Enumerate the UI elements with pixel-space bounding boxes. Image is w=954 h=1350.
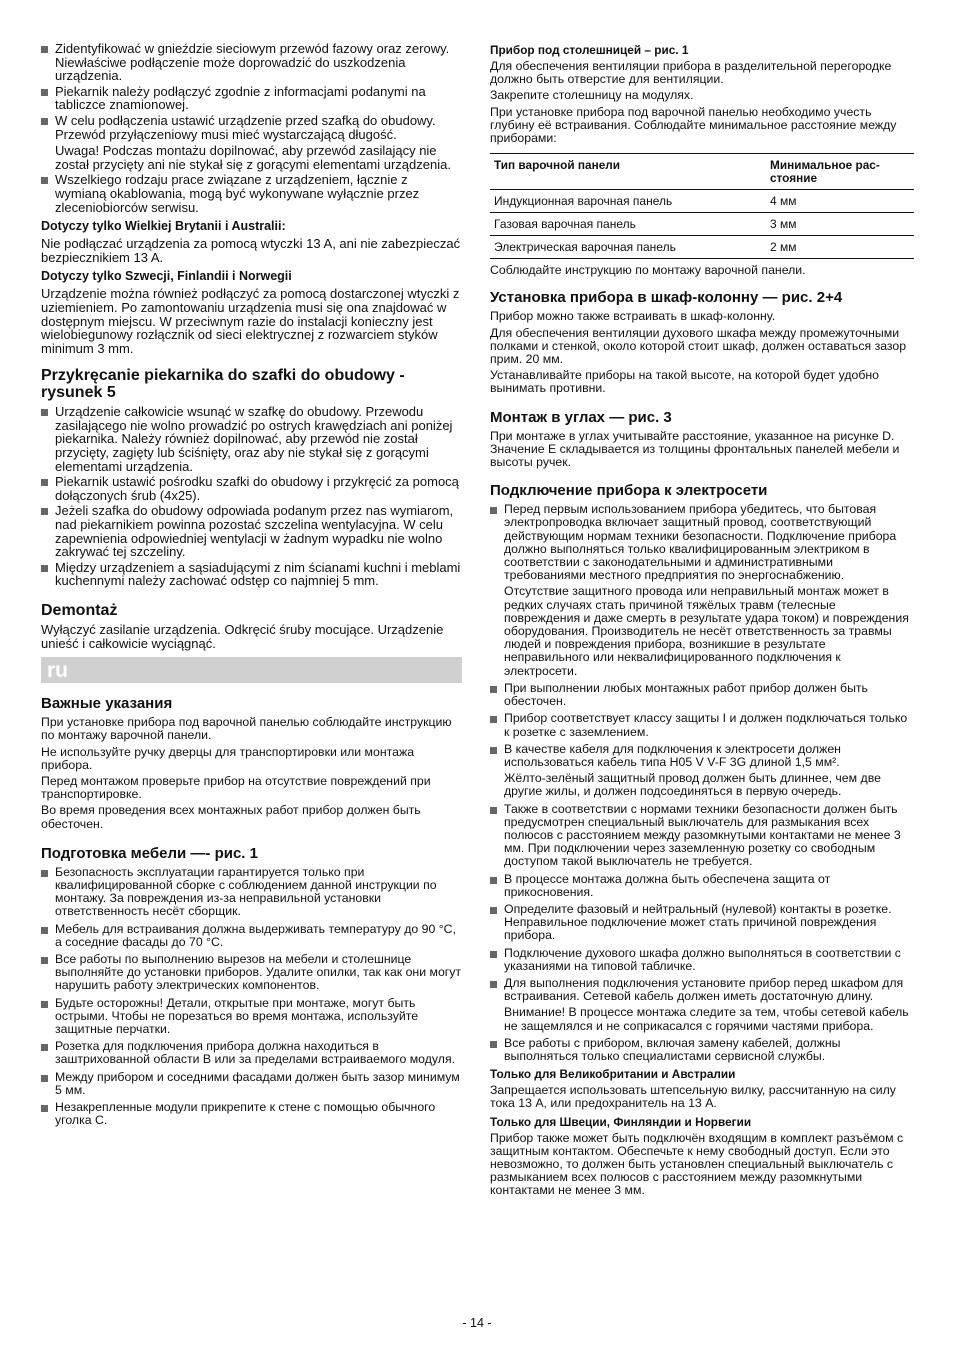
list-item: Также в соответствии с нормами техники безопасности должен быть предусмотрен специальный выключатель для размыкания всех полюсов с расстоянием между разомкнутыми контактами не менее 3 мм. При подключении через заземленную розетку со свободным доступом такой выключатель не требуется. — [490, 803, 914, 869]
table-cell: 4 мм — [766, 190, 914, 213]
left-column — [41, 42, 462, 1131]
list-item: Безопасность эксплуатации гарантируется только при квалифицированной сборке с соблюдением данной инструкции по монтажу. За повреждения из-за неправильной установки ответственность несёт сборщик. — [41, 866, 462, 919]
section-heading-furniture: Подготовка мебели —- рис. 1 — [41, 844, 258, 862]
paragraph: Прибор можно также встраивать в шкаф-колонну. — [490, 309, 776, 324]
section-heading-electric: Подключение прибора к электросети — [490, 482, 768, 500]
list-item: Między urządzeniem a sąsiadującymi z nim ścianami kuchni i meblami kuchennymi należy zachować odstęp co najmniej 5 mm. — [41, 561, 462, 588]
list-item: При выполнении любых монтажных работ прибор должен быть обесточен. — [490, 682, 914, 708]
paragraph: Urządzenie można również podłączyć za pomocą dostarczonej wtyczki z uziemieniem. Po zamontowaniu urządzenia musi się ona znajdować w dostępnym miejscu. W przeciwnym razie do instalacji konieczny jest wielobiegunowy rozłącznik od sieci elektrycznej z rozwarciem styków minimum 3 mm. — [41, 286, 460, 356]
paragraph: При установке прибора под варочной панелью необходимо учесть глубину её встраивания. Соблюдайте минимальное расстояние между приборами: — [490, 104, 897, 146]
paragraph: Устанавливайте приборы на такой высоте, на которой будет удобно вынимать противни. — [490, 368, 880, 396]
list-item: Незакрепленные модули прикрепите к стене с помощью обычного уголка C. — [41, 1101, 462, 1127]
language-label: ru — [47, 659, 68, 683]
list-item: Zidentyfikować w gnieździe sieciowym przewód fazowy oraz zerowy. Niewłaściwe podłączenie może doprowadzić do uszkodzenia urządzenia. — [41, 42, 462, 83]
section-heading-demontaz: Demontaż — [41, 602, 118, 619]
table-row — [490, 190, 914, 213]
paragraph: Закрепите столешницу на модулях. — [490, 88, 694, 103]
list-item: Wszelkiego rodzaju prace związane z urządzeniem, łącznie z wymianą okablowania, mogą być wykonywane wyłącznie przez zleceniobiorców serwisu. — [41, 173, 462, 214]
list-item: Подключение духового шкафа должно выполняться в соответствии с указаниями на типовой табличке. — [490, 947, 914, 973]
list-item: Мебель для встраивания должна выдерживать температуру до 90 °С, а соседние фасады до 70 °С. — [41, 923, 462, 949]
list-item: Все работы по выполнению вырезов на мебели и столешнице выполняйте до установки приборов. Удалите опилки, так как они могут нарушить работу электрических компонентов. — [41, 953, 462, 993]
paragraph: Запрещается использовать штепсельную вилку, рассчитанную на силу тока 13 A, или предохранитель на 13 A. — [490, 1083, 896, 1111]
section-heading-screw: Przykręcanie piekarnika do szafki do obudowy - rysunek 5 — [41, 367, 405, 402]
list-item: Все работы с прибором, включая замену кабелей, должны выполняться только специалистами сервисной службы. — [490, 1037, 914, 1063]
table-row — [490, 213, 914, 236]
paragraph: Не используйте ручку дверцы для транспортировки или монтажа прибора. — [41, 744, 415, 772]
table-cell: Индукционная варочная панель — [490, 190, 766, 213]
list-item: Urządzenie całkowicie wsunąć w szafkę do obudowy. Przewodu zasilającego nie wolno prowadzić po ostrych krawędziach ani poniżej piekarnika. Należy również dopilnować, aby przewód nie został przycięty, zagięty lub ściśnięty, oraz aby nie stykał się z gorącymi elementami urządzenia. — [41, 405, 462, 473]
table-cell: Электрическая варочная панель — [490, 236, 766, 259]
paragraph: При монтаже в углах учитывайте расстояние, указанное на рисунке D. Значение E складывается из толщины фронтальных панелей мебели и высоты ручек. — [490, 428, 900, 470]
list-item: Перед первым использованием прибора убедитесь, что бытовая электропроводка включает защитный провод, соответствующий действующим нормам техники безопасности. Подключение прибора должно выполняться только квалифицированным электриком в соответствии с законодательными и административными требованиями местного предприятия по энергоснабжению. Отсутствие защитного провода или неправильный монтаж может в редких случаях стать причиной тяжёлых травм (телесные повреждения и даже смерть в результате удара током) и повреждения оборудования. Производитель не несёт ответственность за травмы людей и повреждения прибора, возникшие в результате неправильного или неквалифицированного подключения к электросети. — [490, 503, 914, 678]
subheading-uk-ru: Только для Великобритании и Австралии — [490, 1067, 736, 1082]
list-item: В качестве кабеля для подключения к электросети должен использоваться кабель типа H05 V V-F 3G длиной 1,5 мм². Жёлто-зелёный защитный провод должен быть длиннее, чем две другие жилы, и должен подсоединяться в первую очередь. — [490, 743, 914, 799]
list-item: Piekarnik ustawić pośrodku szafki do obudowy i przykręcić za pomocą dołączonych śrub (4x25). — [41, 475, 462, 502]
paragraph: Перед монтажом проверьте прибор на отсутствие повреждений при транспортировке. — [41, 774, 431, 802]
section-heading-important: Важные указания — [41, 695, 173, 713]
table-header: Минимальное рас- стояние — [766, 154, 914, 190]
paragraph: Для обеспечения вентиляции духового шкафа между промежуточными полками и стенкой, около которой стоит шкаф, должен оставаться зазор прим. 20 мм. — [490, 325, 907, 367]
paragraph: Соблюдайте инструкцию по монтажу варочной панели. — [490, 263, 806, 278]
list-item: Для выполнения подключения установите прибор перед шкафом для встраивания. Сетевой кабель должен иметь достаточную длину. Внимание! В процессе монтажа следите за тем, чтобы сетевой кабель не защемлялся и не соприкасался с горячими частями прибора. — [490, 977, 914, 1033]
paragraph: Прибор также может быть подключён входящим в комплект разъёмом с защитным контактом. Обеспечьте к нему свободный доступ. Если это невозможно, то должен быть установлен специальный выключатель с размыканием всех полюсов с расстоянием между разомкнутыми контактами не менее 3 мм. — [490, 1130, 904, 1198]
subheading-nordic: Dotyczy tylko Szwecji, Finlandii i Norwegii — [41, 269, 292, 284]
paragraph: Для обеспечения вентиляции прибора в разделительной перегородке должно быть отверстие для вентиляции. — [490, 59, 892, 87]
subheading-under-worktop: Прибор под столешницей – рис. 1 — [490, 43, 689, 57]
ru-section-left — [41, 695, 462, 1127]
right-column — [490, 42, 914, 1201]
list-item: Jeżeli szafka do obudowy odpowiada podanym przez nas wymiarom, nad piekarnikiem powinna pozostać szczelina wentylacyjna. W celu zapewnienia odpowiedniej wentylacji w żadnym wypadku nie wolno zakrywać tej szczeliny. — [41, 504, 462, 558]
list-item: Будьте осторожны! Детали, открытые при монтаже, могут быть острыми. Чтобы не порезаться во время монтажа, используйте защитные перчатки. — [41, 997, 462, 1037]
section-heading-corner: Монтаж в углах — рис. 3 — [490, 408, 672, 426]
list-item: Розетка для подключения прибора должна находиться в заштрихованной области B или за пределами встраиваемого модуля. — [41, 1040, 462, 1066]
table-header-row — [490, 154, 914, 190]
paragraph: Wyłączyć zasilanie urządzenia. Odkręcić śruby mocujące. Urządzenie unieść i całkowicie wyciągnąć. — [41, 622, 444, 651]
table-cell: 3 мм — [766, 213, 914, 236]
table-row — [490, 236, 914, 259]
list-item: Определите фазовый и нейтральный (нулевой) контакты в розетке. Неправильное подключение может стать причиной повреждения прибора. — [490, 903, 914, 943]
paragraph: Во время проведения всех монтажных работ прибор должен быть обесточен. — [41, 803, 421, 831]
page-number: - 14 - — [462, 1316, 492, 1330]
table-header: Тип варочной панели — [490, 154, 766, 190]
list-item: Прибор соответствует классу защиты I и должен подключаться только к розетке с заземлением. — [490, 712, 914, 738]
table-cell: 2 мм — [766, 236, 914, 259]
list-item: В процессе монтажа должна быть обеспечена защита от прикосновения. — [490, 873, 914, 899]
paragraph: При установке прибора под варочной панелью соблюдайте инструкцию по монтажу варочной панели. — [41, 715, 452, 743]
paragraph: Nie podłączać urządzenia za pomocą wtyczki 13 A, ani nie zabezpieczać bezpiecznikiem 13 A. — [41, 236, 461, 265]
table-cell: Газовая варочная панель — [490, 213, 766, 236]
language-bar — [41, 657, 462, 683]
list-item: W celu podłączenia ustawić urządzenie przed szafką do obudowy. Przewód przyłączeniowy musi mieć wystarczającą długość. Uwaga! Podczas montażu dopilnować, aby przewód zasilający nie został przycięty ani nie stykał się z gorącymi elementami urządzenia. — [41, 114, 462, 171]
subheading-uk: Dotyczy tylko Wielkiej Brytanii i Australii: — [41, 219, 286, 234]
hob-distance-table — [490, 153, 914, 259]
list-item: Между прибором и соседними фасадами должен быть зазор минимум 5 мм. — [41, 1071, 462, 1097]
subheading-nordic-ru: Только для Швеции, Финляндии и Норвегии — [490, 1114, 752, 1129]
list-item: Piekarnik należy podłączyć zgodnie z informacjami podanymi na tabliczce znamionowej. — [41, 85, 462, 112]
section-heading-column: Установка прибора в шкаф-колонну — рис. 2+4 — [490, 289, 843, 307]
